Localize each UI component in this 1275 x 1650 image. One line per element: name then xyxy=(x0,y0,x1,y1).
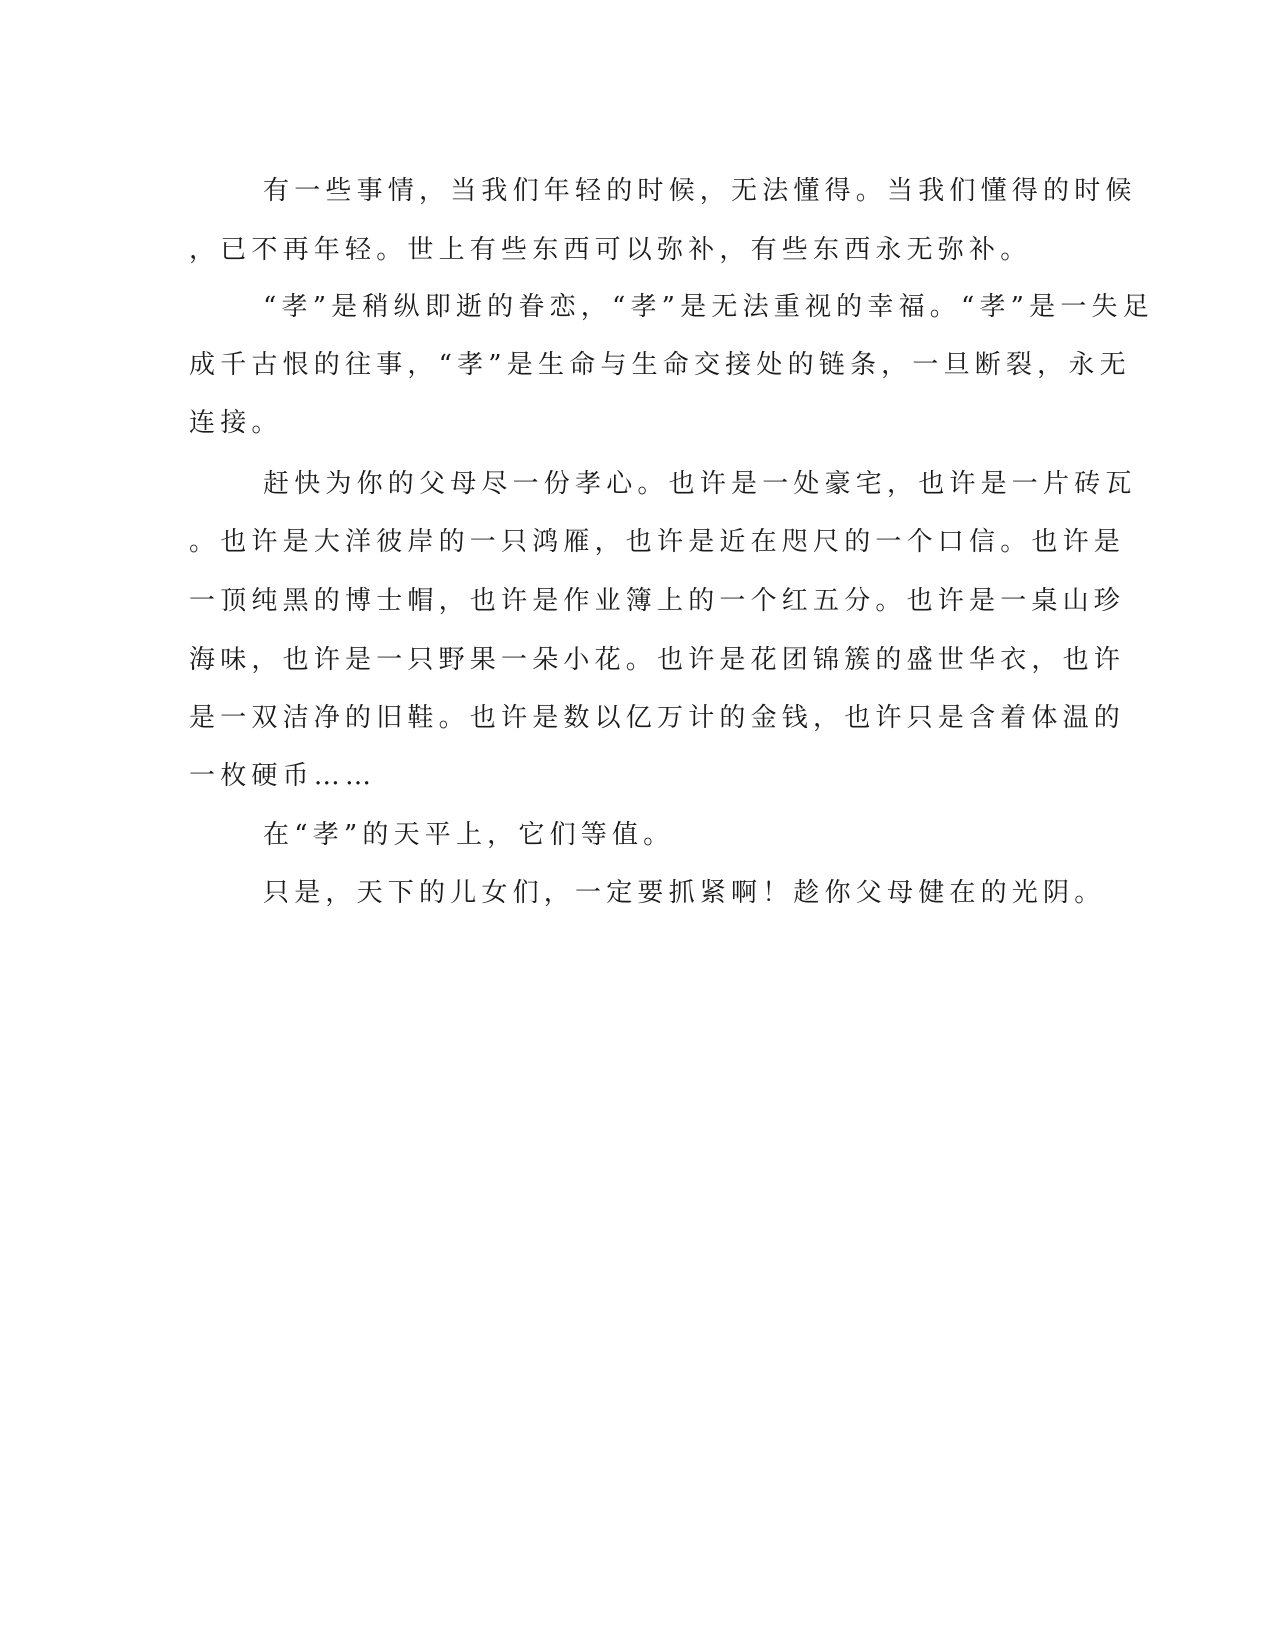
paragraph-2-line-3: 连接。 xyxy=(189,408,283,438)
paragraph-4-line-1: 在“孝”的天平上，它们等值。 xyxy=(263,820,675,850)
paragraph-2-line-2: 成千古恨的往事，“孝”是生命与生命交接处的链条，一旦断裂，永无 xyxy=(189,350,1131,380)
paragraph-5-line-1: 只是，天下的儿女们，一定要抓紧啊！趁你父母健在的光阴。 xyxy=(263,878,1106,908)
paragraph-3-line-4: 海味，也许是一只野果一朵小花。也许是花团锦簇的盛世华衣，也许 xyxy=(189,645,1126,675)
paragraph-1-line-1: 有一些事情，当我们年轻的时候，无法懂得。当我们懂得的时候 xyxy=(263,176,1137,206)
paragraph-3-line-3: 一顶纯黑的博士帽，也许是作业簿上的一个红五分。也许是一桌山珍 xyxy=(189,586,1126,616)
paragraph-3-line-1: 赶快为你的父母尽一份孝心。也许是一处豪宅，也许是一片砖瓦 xyxy=(263,469,1137,499)
paragraph-3-line-2: 。也许是大洋彼岸的一只鸿雁，也许是近在咫尺的一个口信。也许是 xyxy=(189,527,1126,557)
paragraph-2-line-1: “孝”是稍纵即逝的眷恋，“孝”是无法重视的幸福。“孝”是一失足 xyxy=(263,292,1154,322)
paragraph-3-line-5: 是一双洁净的旧鞋。也许是数以亿万计的金钱，也许只是含着体温的 xyxy=(189,703,1126,733)
paragraph-3-line-6: 一枚硬币…… xyxy=(189,761,377,791)
paragraph-1-line-2: ，已不再年轻。世上有些东西可以弥补，有些东西永无弥补。 xyxy=(189,235,1032,265)
